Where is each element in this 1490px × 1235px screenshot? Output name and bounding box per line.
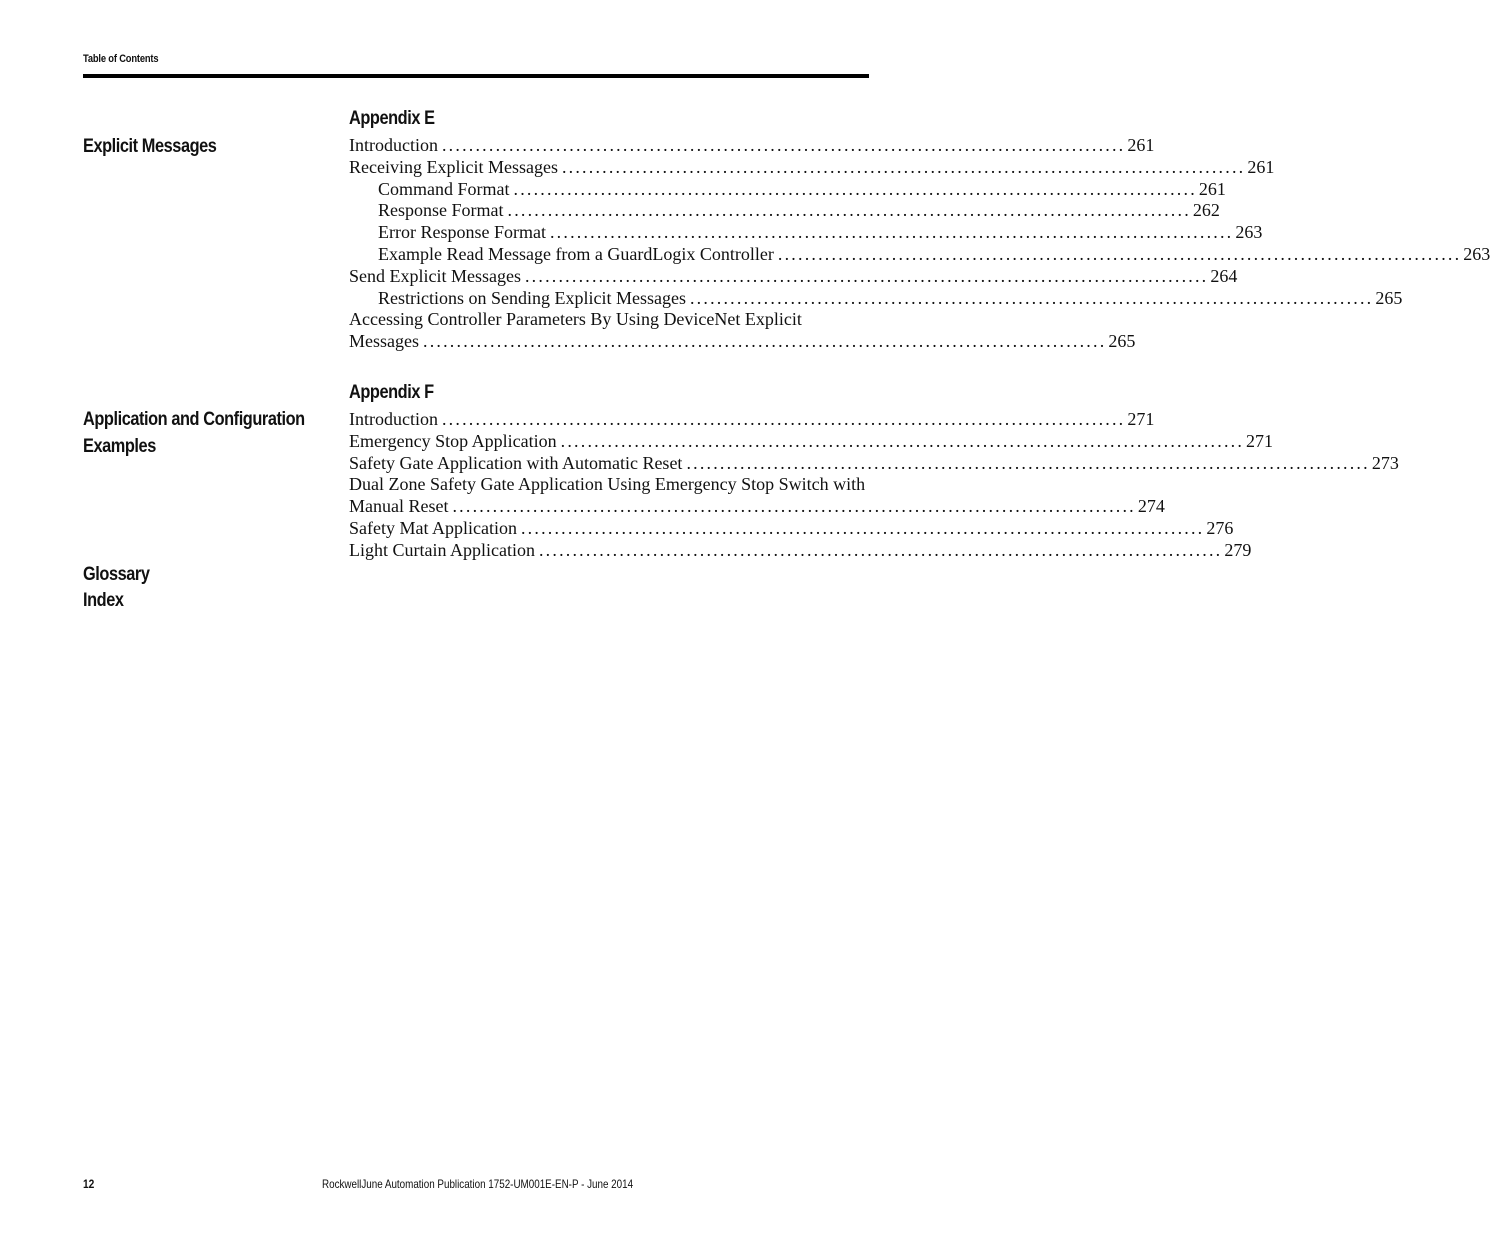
toc-entry-text: Restrictions on Sending Explicit Messages [378,287,686,308]
toc-entry-page: 263 [1463,243,1490,264]
toc-entry-page: 271 [1127,409,1155,429]
dot-leader: ...................................................................................................... [560,430,1245,451]
toc-entry[interactable] [349,430,1274,453]
dot-leader: ...................................................................................................... [686,452,1370,473]
dot-leader: ...................................................................................................... [452,496,1136,517]
dot-leader: ...................................................................................................... [777,243,1462,264]
toc-entry-page: 271 [1246,430,1274,451]
toc-entry-text: Receiving Explicit Messages [349,156,558,177]
toc-subentry[interactable] [349,178,1226,201]
toc-entry-text: Safety Mat Application [349,517,517,538]
toc-entry-text: Emergency Stop Application [349,430,557,451]
toc-entry[interactable] [349,265,1238,288]
toc-entry-page: 276 [1206,517,1234,538]
appendix-e-title: Appendix E [349,108,435,129]
running-header: Table of Contents [83,53,159,65]
toc-entry-text-line1: Accessing Controller Parameters By Using DeviceNet Explicit [349,309,802,330]
section-glossary[interactable]: Glossary [83,564,150,585]
dot-leader: ...................................................................................................... [561,156,1246,177]
toc-entry-page: 261 [1127,135,1155,155]
toc-entry-page: 279 [1224,539,1252,560]
toc-subentry[interactable] [349,200,1220,222]
toc-entry-text: Command Format [378,178,510,199]
toc-entry-page: 264 [1210,265,1238,286]
page-number: 12 [83,1177,95,1191]
toc-entry-page: 261 [1198,178,1226,199]
toc-entry[interactable] [349,539,1252,562]
toc-entry-page: 265 [1375,287,1403,308]
toc-entry[interactable] [349,156,1275,179]
toc-entry-page: 262 [1192,200,1220,221]
publication-footer: RockwellJune Automation Publication 1752-UM001E-EN-P - June 2014 [322,1177,634,1191]
dot-leader: ...................................................................................................... [423,331,1107,352]
toc-entry-text-line1: Dual Zone Safety Gate Application Using Emergency Stop Switch with [349,474,866,495]
toc-entry-text: Light Curtain Application [349,539,535,560]
toc-subentry[interactable] [349,287,1403,310]
toc-entry-page: 273 [1371,452,1399,473]
section-application-examples[interactable] [83,406,305,460]
toc-entry-text: Send Explicit Messages [349,265,521,286]
dot-leader: ...................................................................................................... [549,222,1234,243]
toc-entry[interactable] [349,517,1234,540]
dot-leader: ...................................................................................................... [520,517,1205,538]
dot-leader: ...................................................................................................... [524,265,1209,286]
toc-entry[interactable] [349,452,1399,475]
section-application-examples-line1: Application and Configuration [83,409,305,430]
toc-entry-text: Example Read Message from a GuardLogix Controller [378,243,774,264]
dot-leader: ...................................................................................................... [441,135,1126,155]
toc-entry-text-line2: Messages [349,331,419,352]
dot-leader: ...................................................................................................... [689,287,1374,308]
appendix-f-title: Appendix F [349,382,434,403]
toc-entry-multiline[interactable] [349,309,1136,353]
toc-entry-text: Safety Gate Application with Automatic Reset [349,452,683,473]
header-rule [83,74,869,78]
toc-entry[interactable] [349,135,1155,157]
toc-entry[interactable] [349,409,1155,431]
toc-entry-page: 274 [1137,496,1165,517]
toc-entry-text: Error Response Format [378,222,546,243]
toc-subentry[interactable] [349,243,1490,266]
toc-subentry[interactable] [349,222,1263,244]
toc-entry-multiline[interactable] [349,474,1165,518]
appendix-e-entries [349,135,1490,353]
toc-entry-text-line2: Manual Reset [349,496,449,517]
toc-entry-text: Response Format [378,200,504,221]
toc-entry-page: 263 [1235,222,1263,243]
appendix-f-entries [349,409,1399,562]
toc-entry-page: 265 [1108,331,1136,352]
dot-leader: ...................................................................................................... [538,539,1223,560]
toc-entry-text: Introduction [349,409,438,429]
section-index[interactable]: Index [83,590,124,611]
dot-leader: ...................................................................................................... [441,409,1126,429]
section-explicit-messages[interactable]: Explicit Messages [83,136,217,157]
toc-entry-page: 261 [1247,156,1275,177]
dot-leader: ...................................................................................................... [513,178,1197,199]
section-application-examples-line2: Examples [83,436,156,457]
dot-leader: ...................................................................................................... [507,200,1191,221]
toc-entry-text: Introduction [349,135,438,155]
